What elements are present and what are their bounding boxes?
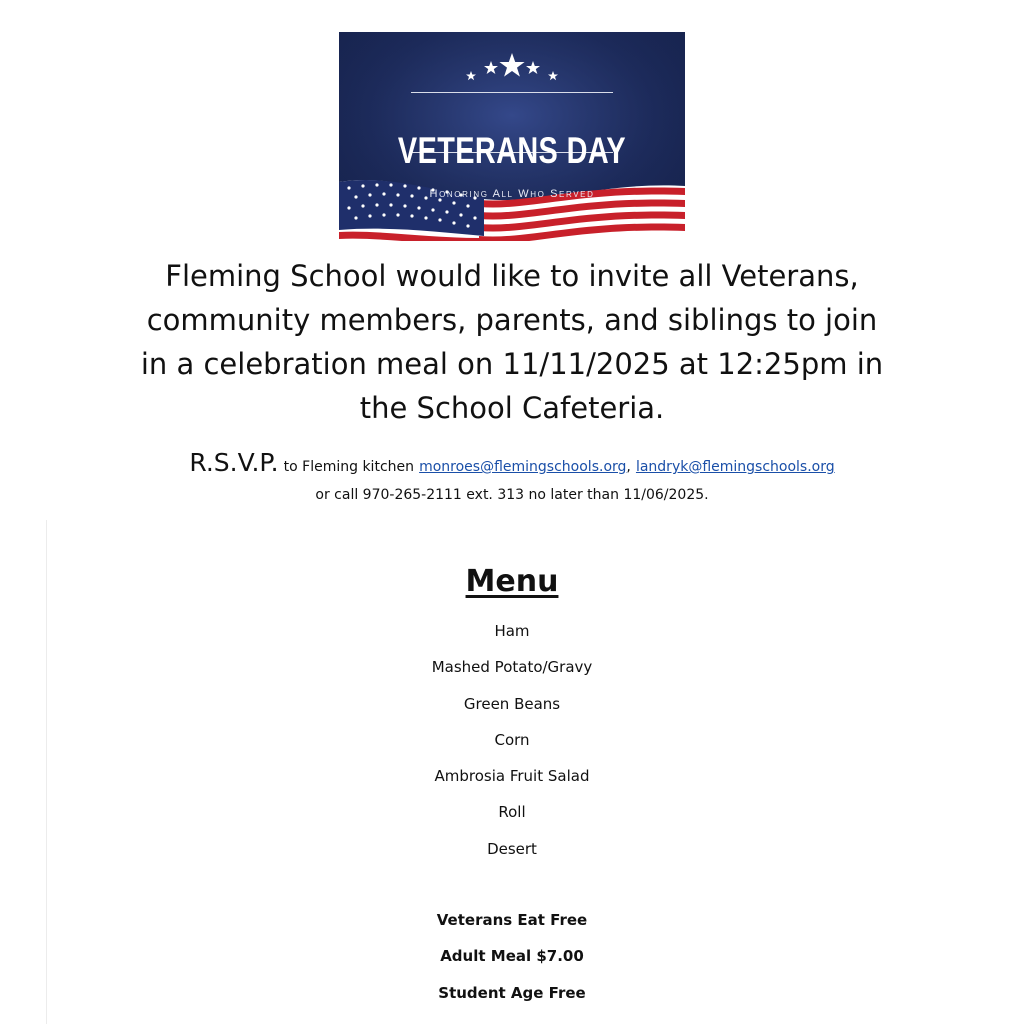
price-item-veterans: Veterans Eat Free bbox=[436, 911, 588, 929]
menu-item: Green Beans bbox=[463, 694, 561, 713]
rsvp-call-text: or call 970-265-2111 ext. 313 no later than 11/06/2025. bbox=[315, 487, 709, 503]
invitation-line-4: the School Cafeteria. bbox=[359, 391, 665, 425]
menu-title: Menu bbox=[465, 564, 559, 599]
email-link-monroes[interactable]: monroes@flemingschools.org bbox=[419, 459, 627, 475]
banner-title: VETERANS DAY bbox=[397, 130, 627, 171]
price-item-student: Student Age Free bbox=[438, 983, 586, 1002]
menu-list bbox=[0, 620, 1024, 874]
price-item-adult: Adult Meal $7.00 bbox=[440, 947, 584, 966]
invitation-line-1: Fleming School would like to invite all Veterans, bbox=[165, 259, 859, 293]
menu-item: Mashed Potato/Gravy bbox=[431, 658, 593, 677]
email-link-landryk[interactable]: landryk@flemingschools.org bbox=[635, 459, 835, 475]
pricing-list bbox=[0, 909, 1024, 1018]
invitation-text bbox=[140, 254, 884, 430]
menu-item: Ham bbox=[494, 622, 530, 640]
veterans-day-banner bbox=[339, 32, 685, 241]
menu-item: Ambrosia Fruit Salad bbox=[434, 767, 590, 786]
invitation-line-2: community members, parents, and siblings to join bbox=[146, 303, 878, 337]
banner-subtitle: Honoring All Who Served bbox=[429, 188, 595, 200]
menu-item: Roll bbox=[498, 803, 526, 822]
rsvp-label: R.S.V.P. bbox=[189, 448, 279, 477]
menu-item: Desert bbox=[487, 839, 537, 858]
email-separator: , bbox=[626, 459, 631, 475]
rsvp-line bbox=[0, 448, 1024, 477]
rsvp-to-text: to Fleming kitchen bbox=[283, 459, 414, 475]
menu-item: Corn bbox=[494, 730, 530, 749]
invitation-line-3: in a celebration meal on 11/11/2025 at 12:25pm in bbox=[140, 347, 884, 381]
